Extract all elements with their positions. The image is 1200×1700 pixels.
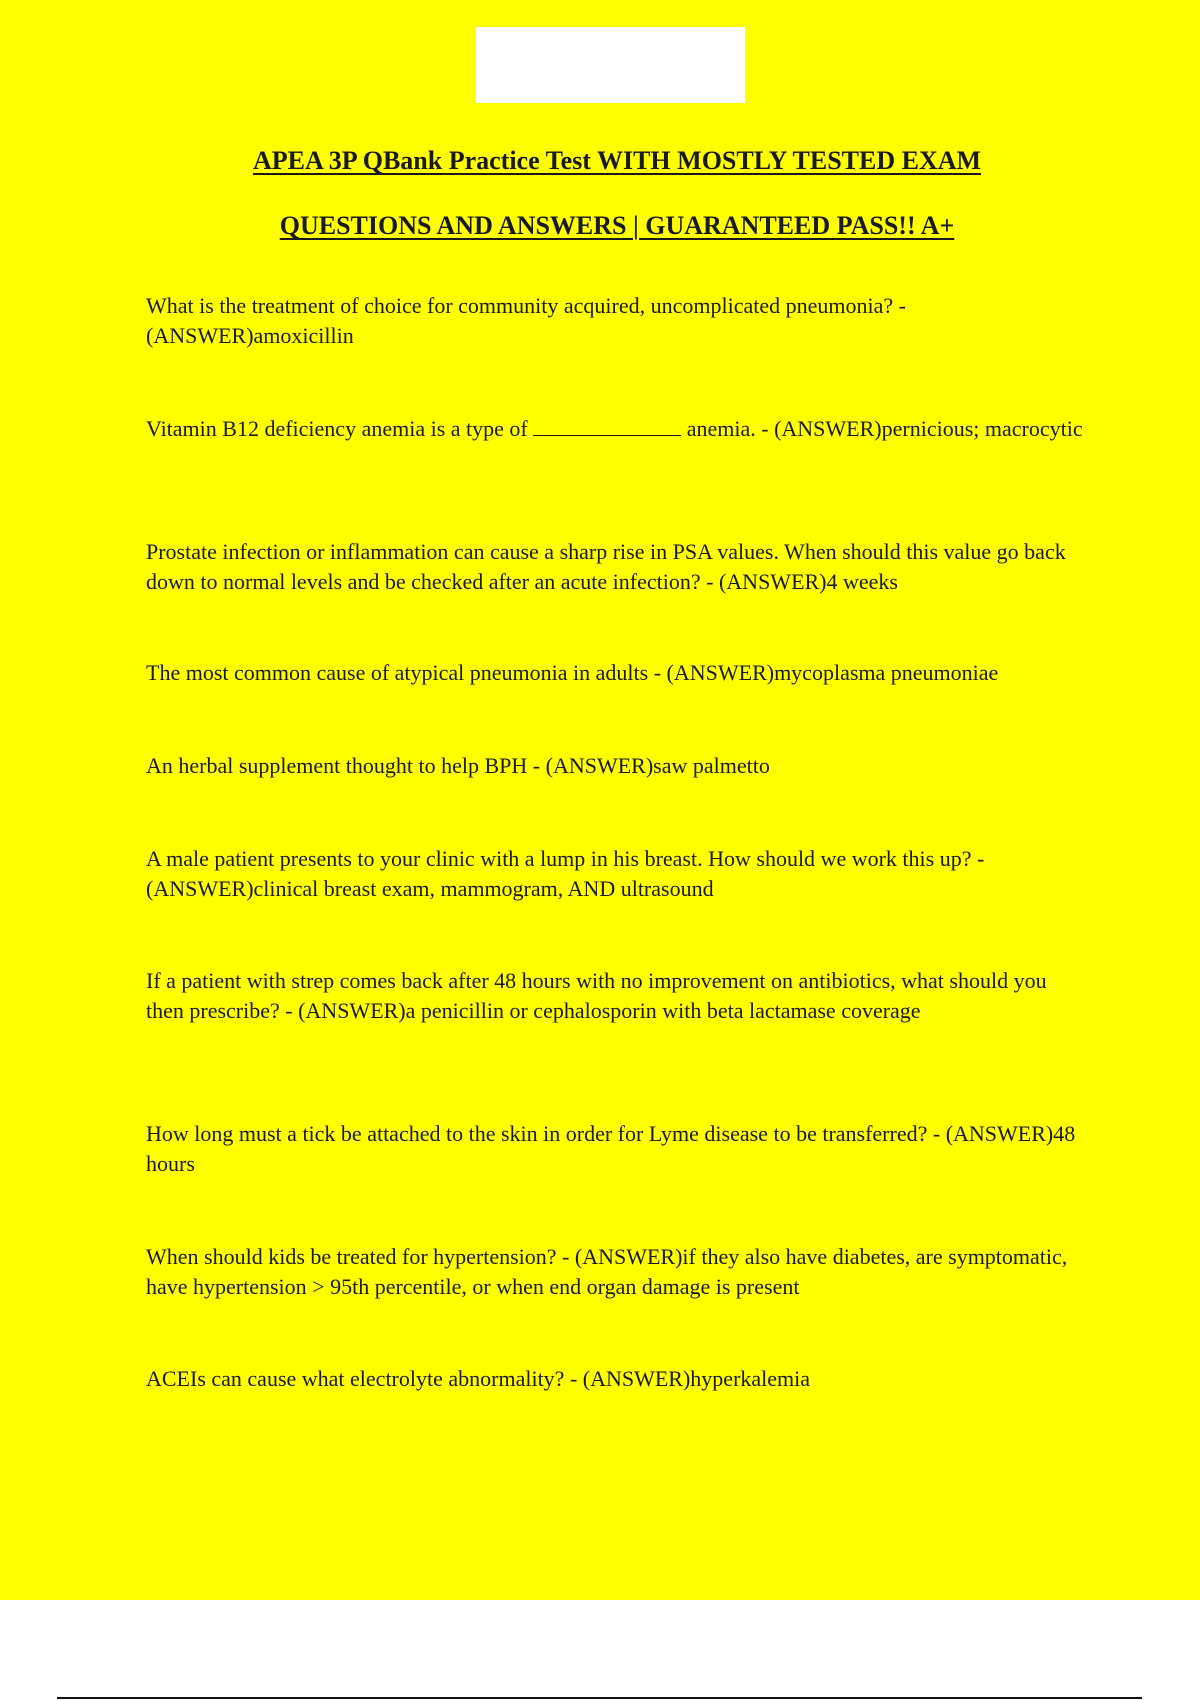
qa-item-7: If a patient with strep comes back after 48 hours with no improvement on antibiotics, what should you then prescribe? - (ANSWER)a penicillin or cephalosporin with beta lactamase coverage (146, 968, 1047, 1023)
qa-item-1: What is the treatment of choice for community acquired, uncomplicated pneumonia? - (ANSWER)amoxicillin (146, 293, 906, 348)
qa-item-6: A male patient presents to your clinic with a lump in his breast. How should we work this up? - (ANSWER)clinical breast exam, mammogram, AND ultrasound (146, 846, 985, 901)
document-title-line-1: APEA 3P QBank Practice Test WITH MOSTLY TESTED EXAM (252, 146, 982, 175)
qa-item-8: How long must a tick be attached to the skin in order for Lyme disease to be transferred? - (ANSWER)48 hours (146, 1121, 1076, 1176)
qa-item-2 (146, 414, 1086, 444)
qa-item-3: Prostate infection or inflammation can cause a sharp rise in PSA values. When should this value go back down to normal levels and be checked after an acute infection? - (ANSWER)4 weeks (146, 539, 1066, 594)
footer-divider (57, 1697, 1142, 1699)
qa-item-2-question: Vitamin B12 deficiency anemia is a type of (146, 416, 528, 441)
qa-item-4: The most common cause of atypical pneumonia in adults - (ANSWER)mycoplasma pneumoniae (146, 660, 999, 685)
qa-item-2-answer: anemia. - (ANSWER)pernicious; macrocytic (686, 416, 1083, 441)
qa-item-10: ACEIs can cause what electrolyte abnormality? - (ANSWER)hyperkalemia (146, 1366, 811, 1391)
logo-placeholder (476, 27, 745, 103)
fill-in-blank (533, 417, 681, 436)
qa-item-5: An herbal supplement thought to help BPH - (ANSWER)saw palmetto (146, 753, 770, 778)
document-title-line-2: QUESTIONS AND ANSWERS | GUARANTEED PASS!! A+ (279, 211, 955, 240)
qa-item-9: When should kids be treated for hypertension? - (ANSWER)if they also have diabetes, are symptomatic, have hypertension > 95th percentile, or when end organ damage is present (146, 1244, 1068, 1299)
